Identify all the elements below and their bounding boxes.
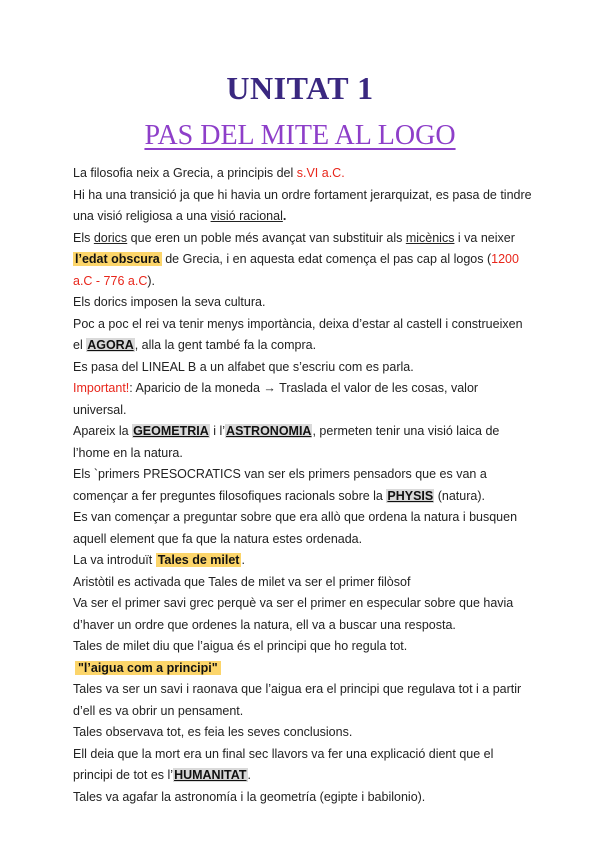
paragraph: Aristòtil es activada que Tales de milet va ser el primer filòsof — [73, 574, 411, 589]
paragraph: Tales de milet diu que l’aigua és el principi que ho regula tot. — [73, 639, 408, 653]
paragraph: Va ser el primer savi grec perquè va ser el primer en especular sobre que havia d’haver un ordre que ordenes la natura, ell va a buscar una resposta. — [73, 596, 514, 632]
paragraph: La va introduït Tales de milet . — [73, 553, 245, 567]
highlighted-term: HUMANITAT — [174, 768, 247, 782]
paragraph — [73, 658, 533, 680]
highlighted-term: AGORA — [87, 338, 134, 352]
paragraph: Es van començar a preguntar sobre que era allò que ordena la natura i busquen aquell element que fa que la natura estes ordenada. — [73, 510, 518, 546]
paragraph: Els dorics que eren un poble més avançat van substituir als micènics i va neixer l’edat obscura de Grecia, i en aquesta edat comença el pas cap al logos (1200 a.C - 776 a.C). — [73, 230, 519, 288]
highlighted-quote: "l’aigua com a principi" — [75, 661, 221, 675]
page-title: UNITAT 1 — [226, 70, 374, 106]
date-highlight: s.VI a.C. — [296, 166, 345, 180]
highlighted-term: Tales de milet — [157, 553, 240, 567]
paragraph: Poc a poc el rei va tenir menys importància, deixa d’estar al castell i construeixen el AGORA, alla la gent també fa la compra. — [73, 316, 523, 352]
paragraph: La filosofia neix a Grecia, a principis del s.VI a.C. — [73, 166, 345, 180]
paragraph: Tales observava tot, es feia les seves conclusions. — [73, 725, 353, 739]
paragraph: Els dorics imposen la seva cultura. — [73, 295, 266, 309]
page-subtitle: PAS DEL MITE AL LOGO — [144, 120, 456, 151]
paragraph: Es pasa del LINEAL B a un alfabet que s’escriu com es parla. — [73, 359, 414, 374]
paragraph: Tales va agafar la astronomía i la geometría (egipte i babilonio). — [73, 789, 426, 804]
highlighted-term: l’edat obscura — [75, 252, 160, 266]
document-body — [73, 163, 533, 808]
date-highlight: 1200 a.C - 776 a.C — [73, 252, 519, 288]
highlighted-term: GEOMETRIA — [133, 424, 209, 438]
paragraph: Hi ha una transició ja que hi havia un ordre fortament jerarquizat, es pasa de tindre una visió religiosa a una visió racional. — [73, 187, 532, 223]
paragraph: Ell deia que la mort era un final sec llavors va fer una explicació dient que el principi de tot es l’HUMANITAT. — [73, 746, 494, 782]
paragraph: Tales va ser un savi i raonava que l’aigua era el principi que regulava tot i a partir d’ell es va obrir un pensament. — [73, 682, 522, 718]
underlined-term: visió racional — [210, 209, 283, 223]
paragraph: Apareix la GEOMETRIA i l’ASTRONOMIA, permeten tenir una visió laica de l’home en la natura. — [73, 424, 500, 460]
underlined-term: dorics — [93, 230, 128, 245]
highlighted-term: PHYSIS — [387, 488, 434, 503]
underlined-term: micènics — [405, 230, 455, 245]
paragraph: Els `primers PRESOCRATICS van ser els primers pensadors que es van a començar a fer preguntes filosofiques racionals sobre la PHYSIS (natura). — [73, 467, 487, 503]
highlighted-term: ASTRONOMIA — [226, 424, 312, 438]
paragraph: Important!: Aparicio de la moneda → Traslada el valor de les cosas, valor universal. — [73, 381, 479, 417]
important-label: Important! — [73, 381, 130, 395]
